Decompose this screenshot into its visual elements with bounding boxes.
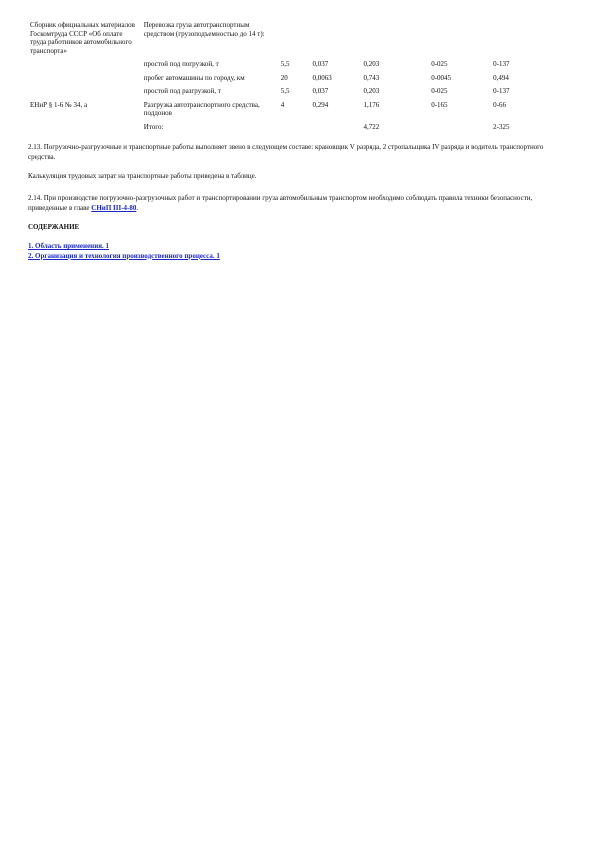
table-row <box>28 86 543 100</box>
cell-operation: Итого: <box>143 122 164 131</box>
cell-operation: простой под погрузкой, т <box>143 60 219 68</box>
paragraph-2-14 <box>28 194 563 213</box>
table-body <box>28 20 543 135</box>
cell-quantity: 4 <box>280 100 285 109</box>
cell-time-norm: 0,037 <box>312 87 329 95</box>
toc-link-scope[interactable]: 1. Область применения. 1 <box>28 242 110 250</box>
cell-quantity <box>279 20 311 59</box>
table-of-contents <box>28 242 220 261</box>
table-row <box>28 73 543 87</box>
cell-rate <box>429 122 491 136</box>
cell-labor: 1,176 <box>363 100 380 109</box>
table-row <box>28 122 543 136</box>
labor-calculation-table <box>28 20 543 135</box>
cell-cost: 0,494 <box>493 73 509 82</box>
cell-time-norm: 0,0063 <box>312 73 332 82</box>
cell-labor: 4,722 <box>363 122 380 131</box>
cell-source <box>28 59 142 73</box>
cell-time-norm <box>310 122 361 136</box>
cell-quantity: 5,5 <box>280 60 290 68</box>
cell-operation: пробег автомашины по городу, км <box>143 73 245 82</box>
cell-quantity <box>279 122 311 136</box>
cell-operation: Перевозка груза автотранспортным средством (грузоподъемностью до 14 т): <box>143 21 265 38</box>
toc-title: СОДЕРЖАНИЕ <box>28 223 80 231</box>
cell-rate: 0-025 <box>431 60 448 68</box>
cell-operation: Разгрузка автотранспортного средства, поддонов <box>143 100 260 117</box>
cell-source <box>28 122 142 136</box>
paragraph-2-14-text: 2.14. При производстве погрузочно-разгрузочных работ и транспортировании груза автомобильным транспортом необходимо соблюдать правила техники безопасности, приведенные в главе <box>28 194 533 212</box>
cell-cost: 0-137 <box>493 60 510 68</box>
table-row <box>28 59 543 73</box>
toc-link-organization[interactable]: 2. Организация и технология производственного процесса. 1 <box>28 251 220 260</box>
table-row <box>28 20 543 59</box>
paragraph-2-14-end: . <box>136 203 139 212</box>
cell-source <box>28 73 142 87</box>
cell-time-norm: 0,294 <box>312 100 329 109</box>
cell-rate: 0-025 <box>431 87 448 95</box>
cell-cost: 0-137 <box>493 87 510 95</box>
cell-rate: 0-0045 <box>431 73 452 82</box>
cell-source <box>28 86 142 100</box>
cell-labor: 0,203 <box>363 60 380 68</box>
cell-time-norm <box>310 20 361 59</box>
cell-rate <box>429 20 491 59</box>
cell-cost: 0-66 <box>493 100 507 109</box>
cell-source: Сборник официальных материалов Госкомтруда СССР «Об оплате труда работников автомобильного транспорта» <box>30 21 135 55</box>
paragraph-2-13: 2.13. Погрузочно-разгрузочные и транспортные работы выполняет звено в следующем составе: крановщик V разряда, 2 стропальщика IV разряда и водитель транспортного средства. <box>28 143 544 161</box>
cell-labor: 0,203 <box>363 87 380 95</box>
cell-rate: 0-165 <box>431 100 448 109</box>
cell-source: ЕНиР § 1-6 № 34, а <box>30 100 88 109</box>
cell-cost: 2-325 <box>493 122 510 131</box>
snip-link[interactable]: СНиП III-4-80 <box>91 203 137 212</box>
cell-labor: 0,743 <box>363 73 380 82</box>
table-row <box>28 100 543 122</box>
paragraph-calculation: Калькуляция трудовых затрат на транспортные работы приведена в таблице. <box>28 172 257 180</box>
cell-cost <box>491 20 543 59</box>
cell-quantity: 5,5 <box>280 87 290 95</box>
cell-operation: простой под разгрузкой, т <box>143 87 221 95</box>
cell-time-norm: 0,037 <box>312 60 329 68</box>
cell-quantity: 20 <box>280 73 288 82</box>
cell-labor <box>362 20 430 59</box>
